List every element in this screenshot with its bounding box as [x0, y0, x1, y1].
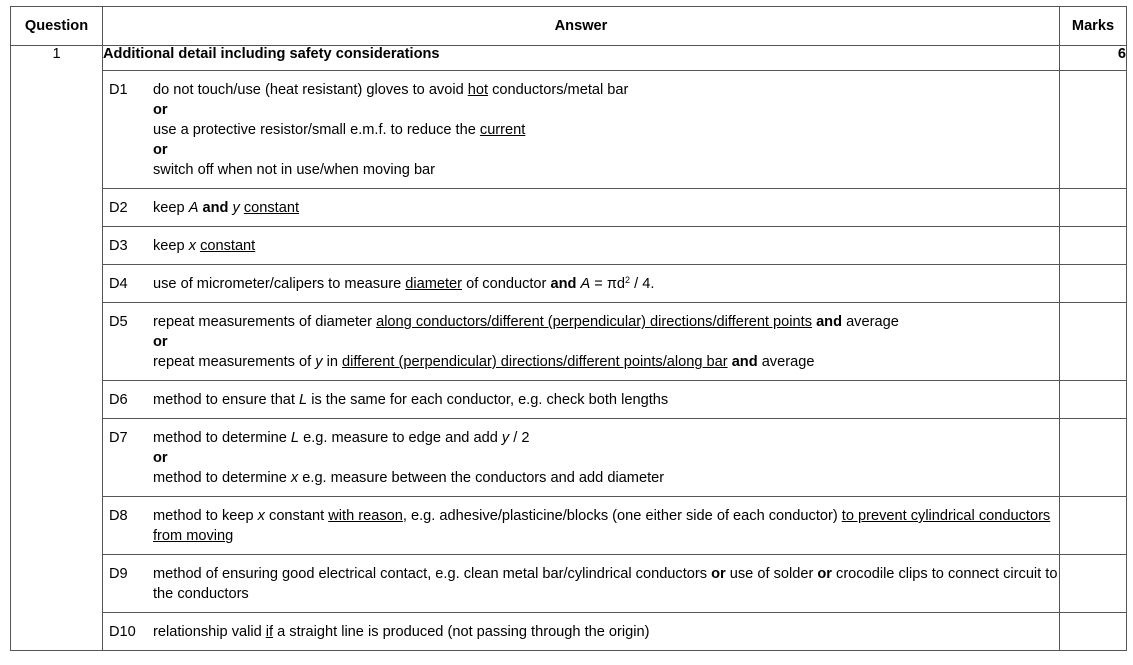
point-text: repeat measurements of diameter along conductors/different (perpendicular) directions/different points and average or repeat measurements of y in different (perpendicular) directions/different points/along bar and average: [153, 314, 899, 370]
point-code: D6: [109, 392, 128, 408]
marks-cell: [1060, 555, 1127, 613]
table-row: [11, 303, 1127, 381]
point-text: relationship valid if a straight line is produced (not passing through the origin): [153, 624, 650, 640]
marks-cell: [1060, 71, 1127, 189]
table-row: [11, 71, 1127, 189]
point-text: do not touch/use (heat resistant) gloves to avoid hot conductors/metal bar or use a protective resistor/small e.m.f. to reduce the current or switch off when not in use/when moving bar: [153, 82, 629, 178]
point-code: D4: [109, 276, 128, 292]
point-text: keep A and y constant: [153, 200, 300, 216]
marks-cell: [1060, 381, 1127, 419]
point-code: D5: [109, 314, 128, 330]
header-question: Question: [11, 7, 103, 46]
point-text: method to determine L e.g. measure to edge and add y / 2 or method to determine x e.g. measure between the conductors and add diameter: [153, 430, 665, 486]
header-row: [11, 7, 1127, 46]
table-row: [11, 189, 1127, 227]
marks-cell: [1060, 419, 1127, 497]
marks-cell: [1060, 613, 1127, 651]
table-row: [11, 497, 1127, 555]
marks-cell: [1060, 497, 1127, 555]
table-row: [11, 381, 1127, 419]
point-code: D8: [109, 508, 128, 524]
table-row: [11, 613, 1127, 651]
question-marks: 6: [1060, 46, 1127, 71]
table-row: [11, 419, 1127, 497]
point-code: D1: [109, 82, 128, 98]
point-text: use of micrometer/calipers to measure diameter of conductor and $A = \pi d^2 / 4$.: [153, 275, 655, 292]
marks-cell: [1060, 227, 1127, 265]
point-code: D3: [109, 238, 128, 254]
point-code: D7: [109, 430, 128, 446]
marks-cell: [1060, 265, 1127, 303]
marks-cell: [1060, 189, 1127, 227]
point-text: method of ensuring good electrical contact, e.g. clean metal bar/cylindrical conductors or use of solder or crocodile clips to connect circuit to the conductors: [153, 566, 1058, 602]
question-heading: Additional detail including safety considerations: [103, 46, 1060, 71]
point-text: method to ensure that L is the same for each conductor, e.g. check both lengths: [153, 392, 669, 408]
point-code: D2: [109, 200, 128, 216]
header-marks: Marks: [1060, 7, 1127, 46]
point-code: D9: [109, 566, 128, 582]
point-text: method to keep x constant with reason, e.g. adhesive/plasticine/blocks (one either side of each conductor) to prevent cylindrical conductors from moving: [153, 508, 1051, 544]
mark-scheme-table: [10, 6, 1127, 651]
point-text: keep x constant: [153, 238, 256, 254]
question-number: 1: [11, 46, 103, 651]
point-code: D10: [109, 624, 136, 640]
question-row: [11, 46, 1127, 71]
header-answer: Answer: [103, 7, 1060, 46]
table-row: [11, 227, 1127, 265]
table-row: [11, 265, 1127, 303]
marks-cell: [1060, 303, 1127, 381]
table-row: [11, 555, 1127, 613]
